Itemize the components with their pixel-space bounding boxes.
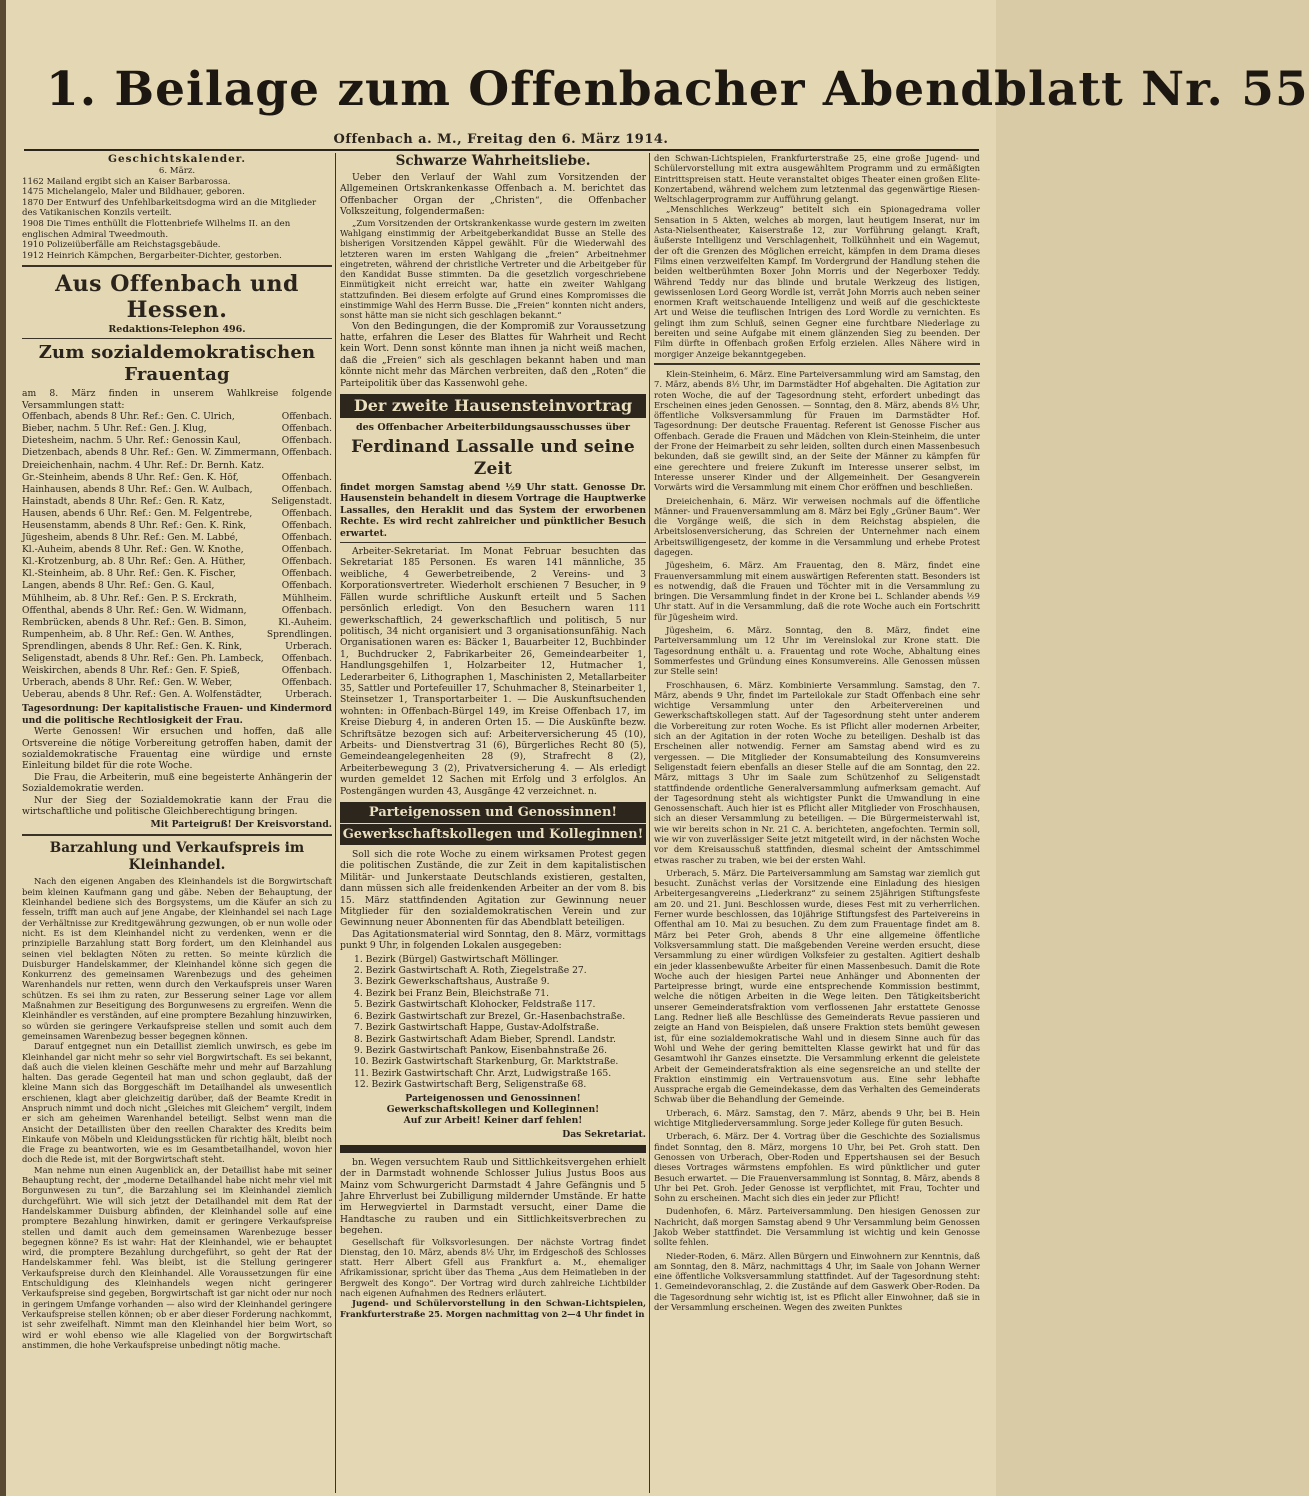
meeting-details: Dietesheim, nachm. 5 Uhr. Ref.: Genossin Kaul, bbox=[22, 436, 241, 447]
kleinhandel-body-p: Darauf entgegnet nun ein Detaillist ziemlich unwirsch, es gebe im Kleinhandel gar nicht mehr so sehr viel Borgwirtschaft. Es sei bekannt, daß auch die vielen kleinen Geschäfte mehr und mehr auf Barzahlung halten. Das gerade Gegenteil hat man und schon geglaubt, daß der kleine Mann sich das Borggeschäft im Detailhandel als unwesentlich erschienen, klagt aber gleichzeitig darüber, daß der Beamte Kredit in Anspruch nimmt und doch nicht „Gleiches mit Gleichem“ vergilt, indem er sich am geheimen Warenhandel beteiligt. Selbst wenn man die Ansicht der Detaillisten über den reellen Charakter des Kredits beim Einkaufe von Möbeln und Kleidungsstücken für richtig hält, bleibt noch die Frage zu beantworten, wie es im Gesamtbetailhandel, wovon hier doch die Rede ist, mit der Borgwirtschaft steht. bbox=[22, 1041, 332, 1165]
meeting-row bbox=[22, 580, 332, 592]
meeting-speaker-town: Seligenstadt. bbox=[271, 496, 332, 507]
bezirk-item: 12. Bezirk Gastwirtschaft Berg, Seligenstraße 68. bbox=[354, 1079, 587, 1091]
divider bbox=[22, 338, 332, 339]
bezirk-item: 2. Bezirk Gastwirtschaft A. Roth, Ziegelstraße 27. bbox=[354, 965, 587, 977]
meeting-row bbox=[22, 593, 332, 605]
divider bbox=[22, 834, 332, 836]
meeting-speaker-town: Sprendlingen. bbox=[266, 629, 332, 640]
meeting-row bbox=[22, 435, 332, 447]
news-item: Gesellschaft für Volksvorlesungen. Der nächste Vortrag findet Dienstag, den 10. März, abends 8½ Uhr, im Erdgeschoß des Schlosses statt. Herr Albert Gfell aus Frankfurt a. M., ehemaliger Afrikamissionar, spricht über das Thema „Aus dem Heimatleben in der Bergwelt des Kongo“. Der Vortrag wird durch zahlreiche Lichtbilder nach eigenen Aufnahmen des Redners erläutert. bbox=[340, 1236, 646, 1299]
meeting-details: Mühlheim, ab. 8 Uhr. Ref.: Gen. P. S. Erckrath, bbox=[22, 593, 237, 604]
meeting-details: Sprendlingen, abends 8 Uhr. Ref.: Gen. K. Rink, bbox=[22, 641, 243, 652]
wahrheit-intro: Ueber den Verlauf der Wahl zum Vorsitzenden der Allgemeinen Ortskrankenkasse Offenbach a. M. berichtet das Offenbacher Organ der „Christen“, die Offenbacher Volkszeitung, folgendermaßen: bbox=[340, 172, 646, 218]
local-report: Urberach, 5. März. Die Parteiversammlung am Samstag war ziemlich gut besucht. Zunächst verlas der Vorsitzende eine Einladung des hiesigen Arbeitergesangvereins „Liederkranz“ zu seinem 25jährigen Stiftungsfeste am 20. und 21. Juni. Beschlossen wurde, dieses Fest mit zu verherrlichen. Ferner wurde beschlossen, das 10jährige Stiftungsfest des Parteivereins in Offenthal am 10. Mai zu besuchen. Zu dem zum Frauentage findet am 8. März bei Peter Groh, abends 8 Uhr eine allgemeine öffentliche Volksversammlung statt. Die maßgebenden Vereine werden ersucht, diese Versammlung zu einer würdigen Volksfeier zu gestalten. Agitiert deshalb ein jeder klassenbewußte Arbeiter für einen Massenbesuch. Damit die Rote Woche auch der hiesigen Partei neue Anhänger und Abonnenten der Parteipresse bringt, wurde eine entsprechende Kommission bestimmt, welche die nötigen Arbeiten in die Wege leiten. Den Tätigkeitsbericht unserer Gemeinderatsfraktion vom verflossenen Jahr erstattete Genosse Lang. Redner ließ alle Beschlüsse des Gemeinderats Revue passieren und zeigte an Hand von Beispielen, daß unsere Fraktion stets bemüht gewesen ist, für eine sozialdemokratische Wahl und in diesem Sinne auch für das Wohl und Wehe der gering bemittelten Klasse gewirkt hat und für das Gesamtwohl ihr Ganzes einsetzte. Die Versammlung erkennt die geleistete Arbeit der Gemeinderatsfraktion als eine segensreiche an und stellte der Fraktion einstimmig ein Vertrauensvotum aus. Eine sehr lebhafte Aussprache ergab die Gemeindekasse, dem das Verhalten des Gemeinderats Schwab über die Behandlung der Gemeinde. bbox=[654, 867, 980, 1105]
column-1 bbox=[22, 153, 332, 1493]
meeting-details: Hainstadt, abends 8 Uhr. Ref.: Gen. R. Katz, bbox=[22, 496, 225, 507]
meeting-details: Heusenstamm, abends 8 Uhr. Ref.: Gen. K. Rink, bbox=[22, 521, 247, 531]
bezirk-item: 9. Bezirk Gastwirtschaft Pankow, Eisenbahnstraße 26. bbox=[354, 1044, 608, 1056]
meeting-row bbox=[22, 544, 332, 556]
meeting-row bbox=[22, 423, 332, 435]
local-report: Urberach, 6. März. Samstag, den 7. März, abends 9 Uhr, bei B. Hein wichtige Mitgliederversammlung. Sorge jeder Kollege für guten Besuch. bbox=[654, 1107, 980, 1129]
meeting-row bbox=[22, 568, 332, 580]
aufruf-body: Soll sich die rote Woche zu einem wirksamen Protest gegen die politischen Zustände, die zur Zeit in dem kapitalistischen Militär- und Junkerstaate Deutschlands existieren, gestalten, dann müssen sich alle freidenkenden Arbeiter an der vom 8. bis 15. März stattfindenden Agitation zur Gewinnung neuer Mitglieder für den sozialdemokratischen Verein und zur Gewinnung neuer Abonnenten für das Abendblatt beteiligen. bbox=[340, 849, 646, 929]
lassalle-subtitle: des Offenbacher Arbeiterbildungsausschusses über bbox=[356, 422, 630, 434]
meeting-speaker-town: Urberach. bbox=[285, 690, 332, 701]
frauentag-body-p: Die Frau, die Arbeiterin, muß eine begeisterte Anhängerin der Sozialdemokratie werden. bbox=[22, 771, 332, 795]
meeting-details: Offenbach, abends 8 Uhr. Ref.: Gen. C. Ulrich, bbox=[22, 412, 235, 423]
frauentag-title: Zum sozialdemokratischen Frauentag bbox=[38, 342, 316, 386]
local-report: Klein-Steinheim, 6. März. Eine Parteiversammlung wird am Samstag, den 7. März, abends 8½ Uhr, im Darmstädter Hof abgehalten. Die Agitation zur roten Woche, die auf der Tagesordnung steht, erfordert unbedingt das Erscheinen eines jeden Genossen. — Sonntag, den 8. März, abends 8½ Uhr, öffentliche Volksversammlung für Frauen im Darmstädter Hof. Tagesordnung: Der deutsche Frauentag. Referent ist Genosse Fischer aus Offenbach. Gerade die Frauen und Mädchen von Klein-Steinheim, die unter der Frone der Heimarbeit zu sehr leiden, sollten durch einen Massenbesuch bekunden, daß sie gewillt sind, an der Seite der Männer zu kämpfen für eine gerechtere und freiere Zukunft im Interesse unserer selbst, im Interesse unserer Kinder und der Allgemeinheit. Der Gesangverein Vorwärts wird die Versammlung mit einem Chor eröffnen und beschließen. bbox=[654, 368, 980, 493]
divider bbox=[340, 542, 646, 543]
calendar-item: 1910 Polizeiüberfälle am Reichstagsgebäude. bbox=[22, 240, 221, 251]
aufruf-banner-2: Gewerkschaftskollegen und Kolleginnen! bbox=[340, 824, 646, 845]
meeting-speaker-town: Offenbach. bbox=[281, 412, 332, 423]
aufruf-close: Gewerkschaftskollegen und Kolleginnen! bbox=[386, 1103, 600, 1115]
bezirk-item: 11. Bezirk Gastwirtschaft Chr. Arzt, Ludwigstraße 165. bbox=[354, 1067, 612, 1079]
aufruf-close: Auf zur Arbeit! Keiner darf fehlen! bbox=[403, 1115, 583, 1127]
meeting-row bbox=[22, 532, 332, 544]
redaktion-phone: Redaktions-Telephon 496. bbox=[108, 324, 246, 336]
meeting-speaker-town: Mühlheim. bbox=[282, 593, 332, 604]
aufruf-signature: Das Sekretariat. bbox=[562, 1128, 646, 1140]
meeting-details: Kl.-Krotzenburg, ab. 8 Uhr. Ref.: Gen. A. Hüther, bbox=[22, 557, 246, 568]
dateline: Offenbach a. M., Freitag den 6. März 1914. bbox=[333, 132, 669, 147]
calendar-item: 1475 Michelangelo, Maler und Bildhauer, geboren. bbox=[22, 187, 245, 198]
meeting-speaker-town: Offenbach. bbox=[281, 472, 332, 483]
local-report: Nieder-Roden, 6. März. Allen Bürgern und Einwohnern zur Kenntnis, daß am Sonntag, den 8. März, nachmittags 4 Uhr, im Saale von Johann Werner eine öffentliche Volksversammlung stattfindet. Auf der Tagesordnung steht: 1. Gemeindevoranschlag, 2. die Zustände auf dem Gaswerk Ober-Roden. Da die Tagesordnung sehr wichtig ist, ist es Pflicht aller Einwohner, daß sie in der Versammlung erscheinen. Wegen des zweiten Punktes bbox=[654, 1250, 980, 1313]
local-report: Urberach, 6. März. Der 4. Vortrag über die Geschichte des Sozialismus findet Sonntag, den 8. März, morgens 10 Uhr, bei Pet. Groh statt. Den Genossen von Urberach, Ober-Roden und Eppertshausen sei der Besuch dieses Vortrages wärmstens empfohlen. Es wird pünktlicher und guter Besuch erwartet. — Die Frauenversammlung ist Sonntag, 8. März, abends 8 Uhr bei Pet. Groh. Jeder Genosse ist verpflichtet, mit Frau, Tochter und Sohn zu erscheinen. Macht sich dies ein jeder zur Pflicht! bbox=[654, 1131, 980, 1204]
meeting-details: Langen, abends 8 Uhr. Ref.: Gen. G. Kaul, bbox=[22, 581, 215, 592]
lassalle-body: findet morgen Samstag abend ½9 Uhr statt. Genosse Dr. Hausenstein behandelt in diesem Vortrage die Hauptwerke Lassalles, den Heraklit und das System der erworbenen Rechte. Es wird recht zahlreicher und pünktlicher Besuch erwartet. bbox=[340, 482, 646, 539]
divider-bar bbox=[340, 1145, 646, 1153]
meeting-details: Gr.-Steinheim, abends 8 Uhr. Ref.: Gen. K. Höf, bbox=[22, 472, 239, 483]
meeting-speaker-town: Offenbach. bbox=[281, 605, 332, 616]
meeting-row bbox=[22, 605, 332, 617]
section-title: Aus Offenbach und Hessen. bbox=[55, 271, 299, 324]
kleinhandel-body-p: Man nehme nun einen Augenblick an, der Detaillist habe mit seiner Behauptung recht, der „moderne Detailhandel habe nicht mehr viel mit Borgunwesen zu tun“, die Barzahlung sei im Kleinhandel ziemlich durchgeführt. Wie will sich jetzt der Detailhandel mit dem Rat der Handelskammer Duisburg abfinden, der Kleinhandel solle auf eine promptere Bezahlung hinwirken, damit er geringere Verkaufspreise stellen und damit auch dem gemeinsamen Warenbezuge besser begegnen könne? Es ist wahr: Hat der Kleinhandel, wie er behauptet wird, die promptere Bezahlung durchgeführt, so geht der Rat der Handelskammer fehl. Was bleibt, ist die Stellung geringerer Verkaufspreise durch den Kleinhandel. Alle Voraussetzungen für eine Entschuldigung des Kleinhandels wegen nicht geringerer Verkaufspreise sind gegeben, Borgwirtschaft ist gar nicht oder nur noch in geringem Umfange vorhanden — also wird der Kleinhandel geringere Verkaufspreise stellen können; ob er aber dieser Forderung nachkommt, ist sehr zweifelhaft. Nimmt man den Kleinhandel hier beim Wort, so wird er wohl ebenso wie alle Klagelied von der Borgwirtschaft anstimmen, die hohe Verkaufspreise unbedingt nötig mache. bbox=[22, 1164, 332, 1350]
bezirk-item: 8. Bezirk Gastwirtschaft Adam Bieber, Sprendl. Landstr. bbox=[354, 1033, 616, 1045]
column-rule bbox=[649, 153, 650, 1493]
meeting-speaker-town: Offenbach. bbox=[281, 448, 332, 459]
meeting-speaker-town: Offenbach. bbox=[281, 557, 332, 568]
meeting-details: Jügesheim, abends 8 Uhr. Ref.: Gen. M. Labbé, bbox=[22, 533, 238, 544]
divider bbox=[654, 363, 980, 365]
local-report: Froschhausen, 6. März. Kombinierte Versammlung. Samstag, den 7. März, abends 9 Uhr, findet im Parteilokale zur Stadt Offenbach eine sehr wichtige Versammlung unter den Arbeitervereinen und Gewerkschaftskollegen statt. Auf der Tagesordnung steht unter anderem die Vorbereitung zur roten Woche. Es ist Pflicht aller modernen Arbeiter, sich an der Agitation in der roten Woche zu beteiligen. Deshalb ist das Erscheinen aller notwendig. Ferner am Samstag abend wird es zu vergessen. — Die Mitglieder der Konsumabteilung des Konsumvereins Seligenstadt feiern ebenfalls an dieser Stelle auf die am Sonntag, den 22. März, mittags 3 Uhr im Saale zum Schützenhof zu Seligenstadt stattfindende ordentliche Generalversammlung aufmerksam gemacht. Auf der Tagesordnung steht als wichtigster Punkt die Umwandlung in eine Genossenschaft. Auch hier ist es Pflicht aller Mitglieder von Froschhausen, sich an dieser Versammlung zu beteiligen. — Die Bürgermeisterwahl ist, wie wir bereits schon in Nr. 21 C. A. berichteten, angefochten. Termin soll, wie wir von zuverlässiger Seite jetzt mitgeteilt wird, in der nächsten Woche vor dem Kreisausschuß stattfinden, diesmal scheint der Amtsschimmel etwas rascher zu traben, wie bei der ersten Wahl. bbox=[654, 679, 980, 865]
wahrheit-title: Schwarze Wahrheitsliebe. bbox=[395, 153, 591, 169]
meeting-speaker-town: Offenbach. bbox=[281, 654, 332, 665]
masthead-title: 1. Beilage zum Offenbacher Abendblatt Nr. 55 bbox=[46, 62, 1309, 117]
kleinhandel-title: Barzahlung und Verkaufspreis im Kleinhandel. bbox=[49, 840, 305, 874]
meeting-details: Urberach, abends 8 Uhr. Ref.: Gen. W. Weber, bbox=[22, 678, 233, 689]
newspaper-page bbox=[6, 0, 1309, 1496]
bezirk-item: 5. Bezirk Gastwirtschaft Klohocker, Feldstraße 117. bbox=[354, 999, 596, 1011]
sekretariat-report: Arbeiter-Sekretariat. Im Monat Februar besuchten das Sekretariat 185 Personen. Es waren 141 männliche, 35 weibliche, 4 Gewerbetreibende, 2 Vereins- und 3 Korporationsvertreter. Wiederholt erschienen 7 Besucher, in 9 Fällen wurde schriftliche Auskunft erteilt und 5 Sachen persönlich erledigt. Von den Besuchern waren 111 gewerkschaftlich, 24 gewerkschaftlich und politisch, 5 nur politisch, 34 nicht organisiert und 3 organisationsunfähig. Nach Organisationen waren es: Bäcker 1, Bauarbeiter 12, Buchbinder 1, Buchdrucker 2, Fabrikarbeiter 26, Gemeindearbeiter 1, Handlungsgehilfen 1, Holzarbeiter 12, Hutmacher 1, Lederarbeiter 6, Lithographen 1, Maschinisten 2, Metallarbeiter 35, Sattler und Portefeuiller 17, Schuhmacher 8, Steinarbeiter 1, Steinsetzer 1, Transportarbeiter 1. — Die Auskunftsuchenden wohnten: in Offenbach-Bürgel 149, im Kreise Offenbach 17, im Kreise Dieburg 4, in anderen Orten 15. — Die Auskünfte bezw. Schriftsätze bezogen sich auf: Arbeiterversicherung 45 (10), Arbeits- und Dienstvertrag 31 (6), Bürgerliches Recht 80 (5), Gemeindeangelegenheiten 28 (9), Strafrecht 8 (2), Arbeiterbewegung 3 (2), Privatversicherung 4. — Als erledigt wurden gemeldet 12 Sachen mit Erfolg und 3 erfolglos. An Postengängen wurden 43, Ausgänge 42 verzeichnet. n. bbox=[340, 546, 646, 797]
aufruf-banner-1: Parteigenossen und Genossinnen! bbox=[340, 802, 646, 823]
calendar-title: Geschichtskalender. bbox=[108, 153, 246, 165]
meeting-row bbox=[22, 653, 332, 665]
kino-item: den Schwan-Lichtspielen, Frankfurterstraße 25, eine große Jugend- und Schülervorstellung mit extra ausgewähltem Programm und zu ermäßigten Eintrittspreisen statt. Heute veranstaltet obiges Theater einen großen Elite-Konzertabend, während welchem zum letztenmal das gegenwärtige Riesen-Weltschlagerprogramm zur Aufführung gelangt. bbox=[654, 153, 980, 205]
meeting-row bbox=[22, 556, 332, 568]
lassalle-title: Ferdinand Lassalle und seine Zeit bbox=[351, 437, 635, 480]
meeting-row bbox=[22, 689, 332, 701]
meeting-list bbox=[22, 411, 332, 701]
news-item: Jugend- und Schülervorstellung in den Schwan-Lichtspielen, Frankfurterstraße 25. Morgen nachmittag von 2—4 Uhr findet in bbox=[340, 1298, 646, 1319]
meeting-speaker-town: Offenbach. bbox=[281, 581, 332, 592]
bezirk-list bbox=[354, 954, 646, 1091]
meeting-details: Rembrücken, abends 8 Uhr. Ref.: Gen. B. Simon, bbox=[22, 617, 247, 628]
calendar-item: 1912 Heinrich Kämpchen, Bergarbeiter-Dichter, gestorben. bbox=[22, 250, 282, 261]
frauentag-body-p: Werte Genossen! Wir ersuchen und hoffen, daß alle Ortsvereine die nötige Vorbereitung getroffen haben, damit der sozialdemokratische Frauentag eine würdige und ernste Einleitung bildet für die rote Woche. bbox=[22, 726, 332, 772]
meeting-speaker-town: Kl.-Auheim. bbox=[278, 617, 332, 628]
wahrheit-quote: „Zum Vorsitzenden der Ortskrankenkasse wurde gestern im zweiten Wahlgang einstimmig der Arbeitgeberkandidat Busse an Stelle des bisherigen Vorsitzenden Käppel gewählt. Für die Wiederwahl des letzteren waren im ersten Wahlgang die „freien“ Arbeitnehmer eingetreten, während der christliche Vertreter und die Arbeitgeber für den Kandidat Busse stimmten. Da die gesetzlich vorgeschriebene Einmütigkeit nicht erreicht war, hatte ein zweiter Wahlgang stattzufinden. Bei diesem erfolgte auf Grund eines Kompromisses die einstimmige Wahl des Herrn Busse. Die „Freien“ konnten nicht anders, sonst hätte man sie nicht sich geschlagen bekannt.“ bbox=[340, 217, 646, 321]
meeting-details: Bieber, nachm. 5 Uhr. Ref.: Gen. J. Klug, bbox=[22, 424, 207, 435]
calendar-item: 1162 Mailand ergibt sich an Kaiser Barbarossa. bbox=[22, 176, 231, 187]
meeting-details: Kl.-Auheim, abends 8 Uhr. Ref.: Gen. W. Knothe, bbox=[22, 545, 244, 556]
bezirk-item: 7. Bezirk Gastwirtschaft Happe, Gustav-Adolfstraße. bbox=[354, 1022, 600, 1034]
meeting-details: Kl.-Steinheim, ab. 8 Uhr. Ref.: Gen. K. Fischer, bbox=[22, 569, 237, 580]
meeting-speaker-town: Offenbach. bbox=[281, 521, 332, 531]
meeting-details: Rumpenheim, ab. 8 Uhr. Ref.: Gen. W. Anthes, bbox=[22, 629, 235, 640]
meeting-details: Offenthal, abends 8 Uhr. Ref.: Gen. W. Widmann, bbox=[22, 605, 247, 616]
meeting-speaker-town: Offenbach. bbox=[281, 545, 332, 556]
local-report: Jügesheim, 6. März. Sonntag, den 8. März, findet eine Parteiversammlung um 12 Uhr im Vereinslokal zur Krone statt. Die Tagesordnung enthält u. a. Frauentag und rote Woche, Abhaltung eines Sommerfestes und Gründung eines Konsumvereins. Alle Genossen müssen zur Stelle sein! bbox=[654, 625, 980, 677]
aufruf-body-2: Das Agitationsmaterial wird Sonntag, den 8. März, vormittags punkt 9 Uhr, in folgenden Lokalen ausgegeben: bbox=[340, 928, 646, 952]
meeting-speaker-town: Offenbach. bbox=[281, 569, 332, 580]
tagesordnung: Tagesordnung: Der kapitalistische Frauen- und Kindermord und die politische Rechtlosigkeit der Frau. bbox=[22, 703, 332, 726]
divider bbox=[22, 265, 332, 267]
meeting-row bbox=[22, 665, 332, 677]
meeting-details: Ueberau, abends 8 Uhr. Ref.: Gen. A. Wolfenstädter, bbox=[22, 690, 263, 701]
meeting-details: Hausen, abends 6 Uhr. Ref.: Gen. M. Felgentrebe, bbox=[22, 508, 253, 519]
meeting-details: Dietzenbach, abends 8 Uhr. Ref.: Gen. W. Zimmermann, bbox=[22, 448, 280, 459]
meeting-speaker-town: Offenbach. bbox=[281, 508, 332, 519]
local-report: Dreieichenhain, 6. März. Wir verweisen nochmals auf die öffentliche Männer- und Frauenversammlung am 8. März bei Egly „Grüner Baum“. Wer die Vorgänge weiß, die sich in dem Reichstag abspielen, die Arbeitslosenversicherung, das Schreien der Unternehmer nach einem Arbeitswilligengesetz, der komme in die Versammlung und erhebe Protest dagegen. bbox=[654, 495, 980, 557]
wahrheit-body: Von den Bedingungen, die der Kompromiß zur Voraussetzung hatte, erfahren die Leser des Blattes für Wahrheit und Recht kein Wort. Denn sonst könnte man ihnen ja nicht weiß machen, daß die „Freien“ sich als geschlagen bekannt haben und man könnte nicht mehr das Märchen verbreiten, daß den „Roten“ die Parteipolitik über das Kassenwohl gehe. bbox=[340, 320, 646, 389]
local-report: Dudenhofen, 6. März. Parteiversammlung. Den hiesigen Genossen zur Nachricht, daß morgen Samstag abend 9 Uhr Versammlung beim Genossen Jakob Weber stattfindet. Die Versammlung ist wichtig und kein Genosse sollte fehlen. bbox=[654, 1206, 980, 1248]
bezirk-item: 6. Bezirk Gastwirtschaft zur Brezel, Gr.-Hasenbachstraße. bbox=[354, 1010, 626, 1022]
frauentag-intro: am 8. März finden in unserem Wahlkreise folgende Versammlungen statt: bbox=[22, 388, 332, 411]
meeting-details: Hainhausen, abends 8 Uhr. Ref.: Gen. W. Aulbach, bbox=[22, 484, 253, 495]
calendar-list bbox=[22, 177, 332, 262]
bezirk-item: 1. Bezirk (Bürgel) Gastwirtschaft Möllinger. bbox=[354, 953, 559, 965]
meeting-row bbox=[22, 460, 332, 472]
meeting-row bbox=[22, 617, 332, 629]
meeting-details: Weiskirchen, abends 8 Uhr. Ref.: Gen. F. Spieß, bbox=[22, 666, 240, 677]
meeting-row bbox=[22, 508, 332, 520]
bezirk-item: 3. Bezirk Gewerkschaftshaus, Austraße 9. bbox=[354, 976, 550, 988]
calendar-date: 6. März. bbox=[158, 166, 196, 176]
meeting-row bbox=[22, 629, 332, 641]
meeting-speaker-town: Offenbach. bbox=[281, 484, 332, 495]
column-2 bbox=[340, 153, 646, 1493]
calendar-item: 1870 Der Entwurf des Unfehlbarkeitsdogma wird an die Mitglieder des Vatikanischen Konzils verteilt. bbox=[22, 197, 317, 219]
meeting-details: Dreieichenhain, nachm. 4 Uhr. Ref.: Dr. Bernh. Katz. bbox=[22, 460, 265, 471]
lassalle-banner: Der zweite Hausensteinvortrag bbox=[340, 394, 646, 418]
meeting-row bbox=[22, 484, 332, 496]
meeting-row bbox=[22, 520, 332, 532]
meeting-row bbox=[22, 472, 332, 484]
kleinhandel-body-p: Nach den eigenen Angaben des Kleinhandels ist die Borgwirtschaft beim kleinen Kaufmann gang und gäbe. Neben der Behauptung, der Kleinhandel bediene sich des Borgsystems, um die Käufer an sich zu fesseln, trifft man auch auf jene Angabe, der Kleinhandel sei nach Lage der Verhältnisse zur Kreditgewährung gezwungen, ob er nun wolle oder nicht. Es ist dem Kleinhandel nicht zu verdenken, wenn er die prinzipielle Barzahlung statt Borg fordert, um den Kleinhandel aus seinen viel beklagten Nöten zu retten. So meinte kürzlich die Duisburger Handelskammer, der Kleinhandel könne sich gegen die Konkurrenz des gemeinsamen Warenbezugs und des geheimen Warenhandels nur retten, wenn durch den Verkaufspreis unser Waren schützen. Es sei ihm zu raten, zur Besserung seiner Lage vor allem Maßnahmen zur Beseitigung des Borgunwesens zu ergreifen. Wenn die Kleinhändler es verständen, auf eine promptere Bezahlung hinzuwirken, so würden sie geringere Verkaufspreise stellen und somit auch dem gemeinsamen Warenbezug besser begegnen können. bbox=[22, 876, 332, 1041]
top-rule bbox=[24, 149, 979, 151]
news-item: bn. Wegen versuchtem Raub und Sittlichkeitsvergehen erhielt der in Darmstadt wohnende Schlosser Julius Justus Boos aus Mainz vom Schwurgericht Darmstadt 4 Jahre Gefängnis und 5 Jahre Ehrverlust bei Zubilligung mildernder Umstände. Er hatte im Herwegviertel in Darmstadt versucht, einer Dame die Handtasche zu rauben und ein Sittlichkeitsverbrechen zu begehen. bbox=[340, 1156, 646, 1237]
aufruf-close: Parteigenossen und Genossinnen! bbox=[405, 1092, 581, 1104]
meeting-speaker-town: Urberach. bbox=[285, 641, 332, 652]
column-3 bbox=[654, 153, 980, 1493]
bezirk-item: 10. Bezirk Gastwirtschaft Starkenburg, Gr. Marktstraße. bbox=[354, 1056, 619, 1068]
meeting-row bbox=[22, 411, 332, 423]
kino-item: „Menschliches Werkzeug“ betitelt sich ein Spionagedrama voller Sensation in 5 Akten, welches ab morgen, laut heutigem Inserat, nur im Asta-Nielsentheater, Kaiserstraße 12, zur Vorführung gelangt. Kraft, äußerste Intelligenz und Verschlagenheit, Tollkühnheit und ein Wagemut, der oft die Grenzen des Möglichen erreicht, kämpfen in dem Drama dieses Films einen verzweifelten Kampf. Im Vordergrund der Handlung stehen die beiden weltberühmten Boxer John Morris und der Negerboxer Teddy. Während Teddy nur das blinde und brutale Werkzeug des listigen, gewissenlosen Lord Georg Wordle ist, verrät John Morris auch neben seiner enormen Kraft weitschauende Intelligenz und weiß auf die geschickteste Art und Weise die teuflischen Intrigen des Lord Wordle zu vernichten. Es gelingt ihm zum Schluß, seinen Gegner eine furchtbare Niederlage zu bereiten und seine Aufgabe mit einem glänzenden Sieg zu beenden. Der Film dürfte in Offenbach großen Erfolg erzielen. Alles Nähere wird in morgiger Anzeige bekanntgegeben. bbox=[654, 204, 980, 359]
meeting-row bbox=[22, 447, 332, 459]
local-reports bbox=[654, 369, 980, 1312]
meeting-row bbox=[22, 641, 332, 653]
column-rule bbox=[335, 153, 336, 1493]
meeting-row bbox=[22, 496, 332, 508]
meeting-details: Seligenstadt, abends 8 Uhr. Ref.: Gen. Ph. Lambeck, bbox=[22, 654, 264, 665]
frauentag-body-p: Nur der Sieg der Sozialdemokratie kann der Frau die wirtschaftliche und politische Gleichberechtigung bringen. bbox=[22, 794, 332, 818]
calendar-item: 1908 Die Times enthüllt die Flottenbriefe Wilhelms II. an den englischen Admiral Tweedmouth. bbox=[22, 218, 291, 240]
meeting-row bbox=[22, 677, 332, 689]
meeting-speaker-town: Offenbach. bbox=[281, 436, 332, 447]
local-report: Jügesheim, 6. März. Am Frauentag, den 8. März, findet eine Frauenversammlung mit einem auswärtigen Referenten statt. Besonders ist es notwendig, daß die Frauen und Töchter mit in die Versammlung zu bringen. Die Versammlung findet in der Krone bei L. Schlander abends ½9 Uhr statt. Auf in die Versammlung, daß die rote Woche auch ein Fortschritt für Jügesheim wird. bbox=[654, 560, 980, 622]
meeting-speaker-town: Offenbach. bbox=[281, 678, 332, 689]
meeting-speaker-town: Offenbach. bbox=[281, 533, 332, 544]
meeting-speaker-town: Offenbach. bbox=[281, 424, 332, 435]
frauentag-signature: Mit Parteigruß! Der Kreisvorstand. bbox=[150, 819, 332, 831]
meeting-speaker-town: Offenbach. bbox=[281, 666, 332, 677]
bezirk-item: 4. Bezirk bei Franz Bein, Bleichstraße 71. bbox=[354, 987, 550, 999]
